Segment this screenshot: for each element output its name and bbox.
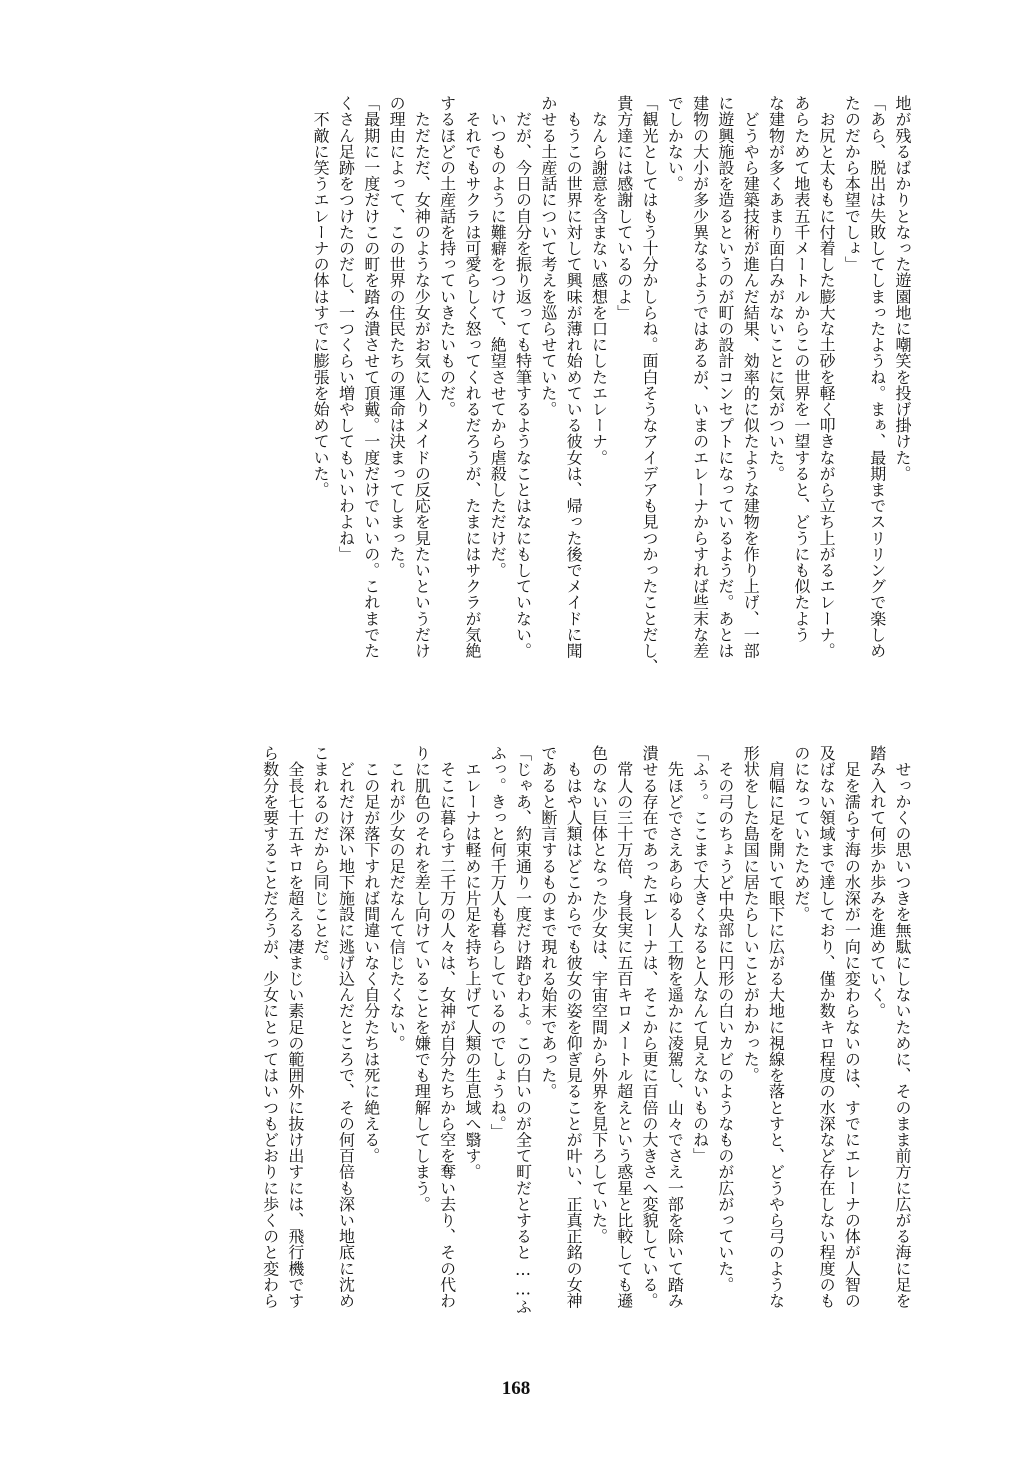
text-line: もうこの世界に対して興味が薄れ始めている彼女は、帰った後でメイドに聞 bbox=[564, 95, 584, 659]
text-line: 「観光としてはもう十分かしらね。面白そうなアイデアも見つかったことだし、 bbox=[640, 95, 660, 675]
text-line: 貴方達には感謝しているのよ」 bbox=[614, 95, 634, 321]
text-line: 潰せる存在であったエレーナは、そこから更に百倍の大きさへ変貌している。 bbox=[640, 745, 660, 1309]
text-line: この足が落下すれば間違いなく自分たちは死に絶える。 bbox=[361, 745, 381, 1164]
text-line: ただただ、女神のような少女がお気に入りメイドの反応を見たいというだけ bbox=[412, 95, 432, 659]
text-line: 先ほどでさえあらゆる人工物を遥かに凌駕し、山々でさえ一部を除いて踏み bbox=[665, 745, 685, 1309]
text-line: りに肌色のそれを差し向けていることを嫌でも理解してしまう。 bbox=[412, 745, 432, 1212]
text-line: 不敵に笑うエレーナの体はすでに膨張を始めていた。 bbox=[311, 95, 331, 498]
text-line: 「最期に一度だけこの町を踏み潰させて頂戴。一度だけでいいの。これまでた bbox=[361, 95, 381, 659]
text-line: なんら謝意を含まない感想を口にしたエレーナ。 bbox=[589, 95, 609, 466]
text-block-bottom bbox=[130, 745, 915, 1345]
text-line: せっかくの思いつきを無駄にしないために、そのまま前方に広がる海に足を bbox=[893, 745, 912, 1309]
text-line: であると断言するものまで現れる始末であった。 bbox=[538, 745, 558, 1100]
text-line: 建物の大小が多少異なるようではあるが、いまのエレーナからすれば些末な差 bbox=[690, 95, 710, 659]
text-line: かせる土産話について考えを巡らせていた。 bbox=[538, 95, 558, 417]
text-line: エレーナは軽めに片足を持ち上げて人類の生息域へ翳す。 bbox=[462, 745, 482, 1180]
text-line: それでもサクラは可愛らしく怒ってくれるだろうが、たまにはサクラが気絶 bbox=[462, 95, 482, 659]
text-line: 踏み入れて何歩か歩みを進めていく。 bbox=[867, 745, 887, 1019]
text-line: どれだけ深い地下施設に逃げ込んだところで、その何百倍も深い地底に沈め bbox=[336, 745, 356, 1309]
text-line: のになっていたためだ。 bbox=[791, 745, 811, 923]
text-line: そこに暮らす二千万の人々は、女神が自分たちから空を奪い去り、その代わ bbox=[437, 745, 457, 1309]
text-line: こまれるのだから同じことだ。 bbox=[311, 745, 331, 971]
text-line: 形状をした島国に居たらしいことがわかった。 bbox=[741, 745, 761, 1084]
text-line: くさん足跡をつけたのだし、一つくらい増やしてもいいわよね」 bbox=[336, 95, 356, 562]
text-block-top bbox=[130, 95, 915, 685]
text-line: 地が残るばかりとなった遊園地に嘲笑を投げ掛けた。 bbox=[893, 95, 912, 482]
text-line: 「じゃあ、約束通り一度だけ踏むわよ。この白いのが全て町だとすると……ふ bbox=[513, 745, 533, 1315]
text-line: 及ばない領域まで達しており、僅か数キロ程度の水深など存在しない程度のも bbox=[817, 745, 837, 1309]
page-number: 168 bbox=[501, 1378, 531, 1399]
text-line: ふっ。きっと何千万人も暮らしているのでしょうね。」 bbox=[488, 745, 508, 1140]
text-line: 全長七十五キロを超える凄まじい素足の範囲外に抜け出すには、飛行機です bbox=[285, 745, 305, 1309]
text-line: だが、今日の自分を振り返っても特筆するようなことはなにもしていない。 bbox=[513, 95, 533, 659]
text-line: ら数分を要することだろうが、少女にとってはいつもどおりに歩くのと変わら bbox=[260, 745, 280, 1309]
text-line: 足を濡らす海の水深が一向に変わらないのは、すでにエレーナの体が人智の bbox=[842, 745, 862, 1309]
text-line: いつものように難癖をつけて、絶望させてから虐殺しただけだ。 bbox=[488, 95, 508, 578]
text-line: 常人の三十万倍、身長実に五百キロメートル超えという惑星と比較しても遜 bbox=[614, 745, 634, 1309]
text-line: の理由によって、この世界の住民たちの運命は決まってしまった。 bbox=[387, 95, 407, 578]
text-line: たのだから本望でしょ」 bbox=[842, 95, 862, 273]
text-line: 肩幅に足を開いて眼下に広がる大地に視線を落とすと、どうやら弓のような bbox=[766, 745, 786, 1309]
text-line: お尻と太ももに付着した膨大な土砂を軽く叩きながら立ち上がるエレーナ。 bbox=[817, 95, 837, 659]
text-line: もはや人類はどこからでも彼女の姿を仰ぎ見ることが叶い、正真正銘の女神 bbox=[564, 745, 584, 1309]
text-line: その弓のちょうど中央部に円形の白いカビのようなものが広がっていた。 bbox=[715, 745, 735, 1293]
text-line: に遊興施設を造るというのが町の設計コンセプトになっているようだ。あとは bbox=[715, 95, 735, 659]
text-line: 色のない巨体となった少女は、宇宙空間から外界を見下ろしていた。 bbox=[589, 745, 609, 1245]
text-line: でしかない。 bbox=[665, 95, 685, 192]
text-line: 「あら、脱出は失敗してしまったようね。まぁ、最期までスリリングで楽しめ bbox=[867, 95, 887, 659]
text-line: するほどの土産話を持っていきたいものだ。 bbox=[437, 95, 457, 417]
text-line: どうやら建築技術が進んだ結果、効率的に似たような建物を作り上げ、一部 bbox=[741, 95, 761, 659]
text-line: 「ふぅ。ここまで大きくなると人なんて見えないものね」 bbox=[690, 745, 710, 1164]
text-line: な建物が多くあまり面白みがないことに気がついた。 bbox=[766, 95, 786, 482]
text-line: あらためて地表五千メートルからこの世界を一望すると、どうにも似たよう bbox=[791, 95, 811, 643]
text-line: これが少女の足だなんて信じたくない。 bbox=[387, 745, 407, 1051]
